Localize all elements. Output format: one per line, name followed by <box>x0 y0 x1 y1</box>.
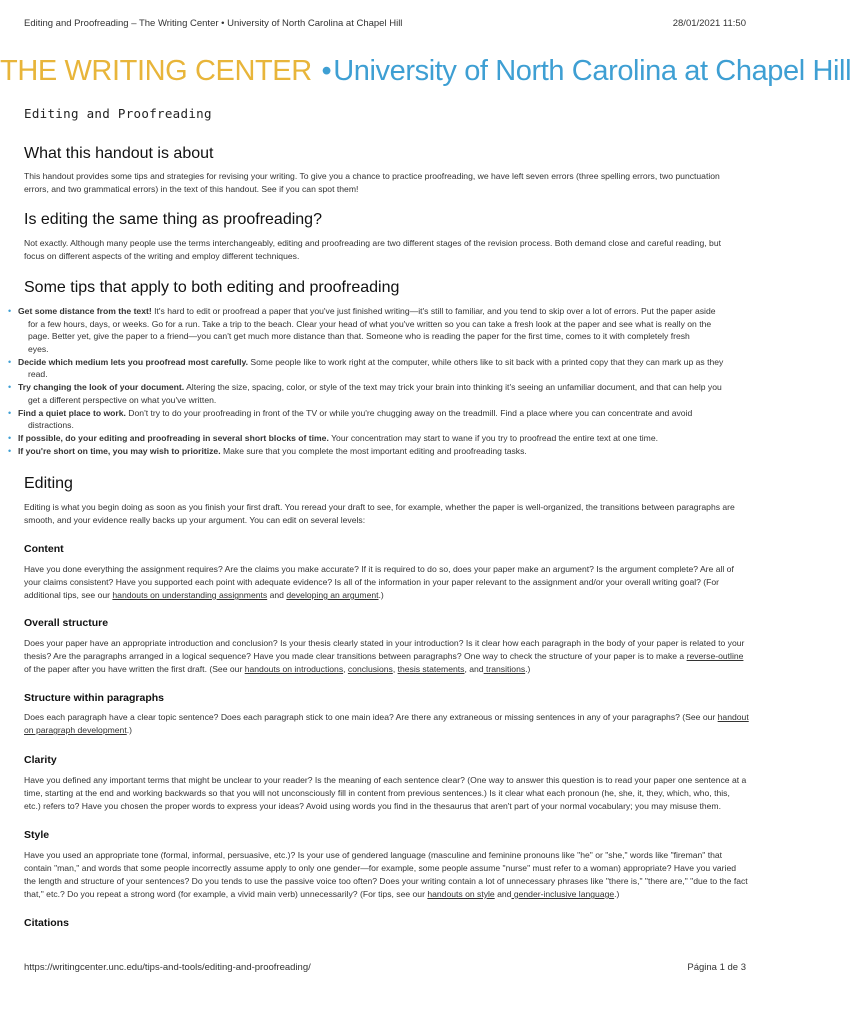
link-paragraph-development[interactable]: on paragraph development <box>24 725 127 735</box>
tip-bold: If possible, do your editing and proofreading in several short blocks of time. <box>18 433 329 443</box>
about-line-2: errors, and two grammatical errors) in the text of this handout. See if you can spot them! <box>24 184 359 194</box>
link-developing-argument[interactable]: developing an argument <box>286 590 379 600</box>
tip-text: eyes. <box>28 343 49 354</box>
heading-style: Style <box>24 829 50 841</box>
link-transitions[interactable]: transitions <box>483 664 526 674</box>
tip-text: page. Better yet, give the paper to a friend—you can't get much more distance than that. Someone who is reading the paper for the first time, comes to it with completely fresh <box>28 331 690 341</box>
clarity-line-3: etc.) refers to? Have you chosen the proper words to express your ideas? Avoid using words you find in the thesaurus that aren't part of your normal vocabulary; you may misuse them. <box>24 801 721 811</box>
text: Does each paragraph have a clear topic sentence? Does each paragraph stick to one main idea? Are there any extraneous or missing sentences in any of your paragraphs? (See our <box>24 712 718 722</box>
list-item <box>10 432 744 445</box>
heading-same-thing: Is editing the same thing as proofreading? <box>24 211 322 228</box>
about-line-1: This handout provides some tips and strategies for revising your writing. To give you a chance to practice proofreading, we have left seven errors (three spelling errors, two punctuation <box>24 171 720 181</box>
heading-about: What this handout is about <box>24 145 214 162</box>
text: .) <box>525 664 531 674</box>
link-thesis-statements[interactable]: thesis statements <box>397 664 465 674</box>
link-understanding-assignments[interactable]: handouts on understanding assignments <box>112 590 268 600</box>
tip-text: get a different perspective on what you've written. <box>28 394 217 405</box>
text: , <box>343 664 348 674</box>
list-item <box>10 305 744 355</box>
text: .) <box>614 889 620 899</box>
print-footer-url: https://writingcenter.unc.edu/tips-and-tools/editing-and-proofreading/ <box>24 962 311 973</box>
within-line-2 <box>24 724 784 737</box>
tip-text: Altering the size, spacing, color, or style of the text may trick your brain into thinking it's seeing an unfamiliar document, and that can help you <box>184 382 722 392</box>
text: , <box>392 664 398 674</box>
link-conclusions[interactable]: conclusions <box>347 664 393 674</box>
link-introductions[interactable]: handouts on introductions <box>244 664 344 674</box>
link-reverse-outline[interactable]: reverse-outline <box>686 651 744 661</box>
tip-bold: Decide which medium lets you proofread most carefully. <box>18 356 249 367</box>
tip-text: Some people like to work right at the computer, while others like to sit back with a printed copy that they can mark up as they <box>248 356 724 367</box>
list-item <box>10 445 744 458</box>
tip-text: for a few hours, days, or weeks. Go for a run. Take a trip to the beach. Clear your head of what you've written so you can take a fresh look at the paper and see what is really on the <box>28 318 712 329</box>
print-footer-page: Página 1 de 3 <box>687 962 746 973</box>
text: , and <box>464 664 484 674</box>
heading-tips: Some tips that apply to both editing and proofreading <box>24 279 400 296</box>
tip-bold: Get some distance from the text! <box>18 306 152 316</box>
tip-text: It's hard to edit or proofread a paper that you've just finished writing—it's still to familiar, and you tend to skip over a lot of errors. Put the paper aside <box>151 306 716 316</box>
print-header-title: Editing and Proofreading – The Writing Center • University of North Carolina at Chapel Hill <box>24 18 403 29</box>
list-item <box>10 356 744 381</box>
print-header-timestamp: 28/01/2021 11:50 <box>667 18 746 29</box>
print-footer <box>24 962 768 973</box>
editing-line-1: Editing is what you begin doing as soon as you finish your first draft. You reread your draft to see, for example, whether the paper is well-organized, the transitions between paragraphs are <box>24 502 735 512</box>
text: and <box>267 590 287 600</box>
tip-bold: If you're short on time, you may wish to prioritize. <box>18 446 221 456</box>
tip-text: Make sure that you complete the most important editing and proofreading tasks. <box>220 446 527 456</box>
tip-bold: Try changing the look of your document. <box>18 382 185 392</box>
heading-citations: Citations <box>24 917 69 929</box>
style-line-1: Have you used an appropriate tone (formal, informal, persuasive, etc.)? Is your use of gendered language (masculine and feminine pronouns like "he" or "she," words like "fireman" that <box>24 850 723 860</box>
overall-line-2 <box>24 650 784 663</box>
editing-line-2: smooth, and your evidence really backs up your argument. You can edit on several levels: <box>24 515 366 525</box>
list-item <box>10 407 744 432</box>
link-handout[interactable]: handout <box>717 712 749 722</box>
style-line-2: contain "man," and words that some people incorrectly assume apply to only one gender—for example, some people assume "nurse" must refer to a woman) appropriate? Have you varied <box>24 863 737 873</box>
writing-center-logo[interactable] <box>0 55 851 88</box>
content-line-3 <box>24 589 784 602</box>
link-gender-inclusive-language[interactable]: gender-inclusive language <box>511 889 615 899</box>
content-line-1: Have you done everything the assignment requires? Are the claims you make accurate? If it is required to do so, does your paper make an argument? Is the argument complete? Are all of <box>24 564 734 574</box>
page-kicker: Editing and Proofreading <box>24 106 212 121</box>
overall-line-1: Does your paper have an appropriate introduction and conclusion? Is your thesis clearly stated in your introduction? Is it clear how each paragraph in the body of your paper is related to your <box>24 638 745 648</box>
text: that," etc.? Do you repeat a strong word (for example, a vivid main verb) unnecessarily? (For tips, see our <box>24 889 428 899</box>
tip-bold: Find a quiet place to work. <box>18 407 126 418</box>
tip-text: Your concentration may start to wane if you try to proofread the entire text at one time. <box>328 433 658 443</box>
clarity-line-2: time, starting at the end and working backwards so that you will not unconsciously fill in content from previous sentences.) Is it clear what each pronoun (he, she, it, they, which, who, this, <box>24 788 730 798</box>
heading-structure-within-paragraphs: Structure within paragraphs <box>24 692 165 704</box>
style-line-3: the length and structure of your sentences? Do you tends to use the passive voice too often? Does your writing contain a lot of unnecessary phrases like "there is," "there are," "due to the fact <box>24 876 748 886</box>
logo-separator: • <box>321 55 332 87</box>
same-thing-line-1: Not exactly. Although many people use the terms interchangeably, editing and proofreading are two different stages of the revision process. Both demand close and careful reading, but <box>24 238 721 248</box>
overall-line-3 <box>24 663 784 676</box>
tip-text: read. <box>28 369 48 379</box>
tip-text: distractions. <box>28 420 74 430</box>
heading-editing: Editing <box>24 475 73 492</box>
content-line-2: your claims consistent? Have you supported each point with adequate evidence? Is all of the information in your paper relevant to the assignment and/or your overall writing goal? (For <box>24 577 720 587</box>
heading-overall-structure: Overall structure <box>24 617 109 629</box>
clarity-line-1: Have you defined any important terms that might be unclear to your reader? Is the meaning of each sentence clear? (One way to answer this question is to read your paper one sentence at a <box>24 775 747 785</box>
same-thing-line-2: focus on different aspects of the writing and employ different techniques. <box>24 251 300 261</box>
print-header <box>24 18 768 29</box>
text: thesis? Are the paragraphs arranged in a logical sequence? Have you made clear transitions between paragraphs? One way to check the structure of your paper is to make a <box>24 651 687 661</box>
link-handouts-on-style[interactable]: handouts on style <box>427 889 495 899</box>
text: .) <box>126 725 132 735</box>
within-line-1 <box>24 711 784 724</box>
logo-writing-center: THE WRITING CENTER <box>0 55 312 87</box>
tips-list <box>10 305 744 458</box>
tip-text: Don't try to do your proofreading in front of the TV or while you're chugging away on the treadmill. Find a place where you can concentrate and avoid <box>125 407 693 418</box>
list-item <box>10 381 744 406</box>
text: .) <box>378 590 384 600</box>
style-line-4 <box>24 888 784 901</box>
text: of the paper after you have written the first draft. (See our <box>24 664 245 674</box>
heading-clarity: Clarity <box>24 754 57 766</box>
heading-content: Content <box>24 543 64 555</box>
text: and <box>494 889 512 899</box>
text: additional tips, see our <box>24 590 113 600</box>
logo-university: University of North Carolina at Chapel Hill <box>333 55 851 87</box>
